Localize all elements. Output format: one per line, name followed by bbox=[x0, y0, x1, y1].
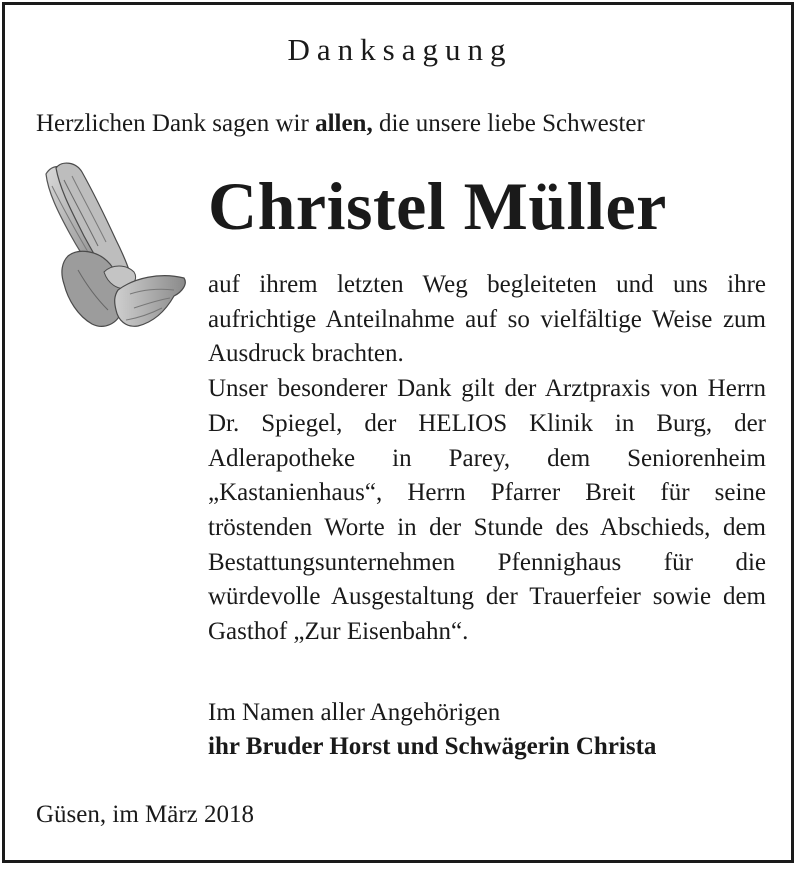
paragraph-thanks: Unser besonderer Dank gilt der Arztpraxis von Herrn Dr. Spiegel, der HELIOS Klinik in Burg, der Adlerapotheke in Parey, dem Seniorenheim „Kastanienhaus“, Herrn Pfarrer Breit für seine tröstenden Worte in der Stunde des Abschieds, dem Bestattungsunternehmen Pfennighaus für die würdevolle Ausgestaltung der Trauerfeier sowie dem Gasthof „Zur Eisenbahn“. bbox=[208, 375, 766, 646]
intro-text-before: Herzlichen Dank sagen wir bbox=[36, 110, 316, 137]
place-date: Güsen, im März 2018 bbox=[36, 801, 255, 828]
intro-line bbox=[36, 108, 766, 140]
signature-line-2: ihr Bruder Horst und Schwägerin Christa bbox=[208, 733, 657, 760]
signature-block bbox=[208, 696, 768, 764]
intro-text-bold: allen, bbox=[315, 110, 373, 137]
signature-line-1: Im Namen aller Angehörigen bbox=[208, 699, 501, 726]
intro-text-after: die unsere liebe Schwester bbox=[372, 110, 645, 137]
paragraph-condolence: auf ihrem letzten Weg begleiteten und uns ihre aufrichtige Anteilnahme auf so vielfältige Weise zum Ausdruck brachten. bbox=[208, 271, 766, 368]
deceased-name: Christel Müller bbox=[208, 168, 667, 244]
praying-hands-icon bbox=[38, 160, 193, 345]
body-text bbox=[208, 268, 766, 650]
notice-title: Danksagung bbox=[287, 32, 513, 67]
